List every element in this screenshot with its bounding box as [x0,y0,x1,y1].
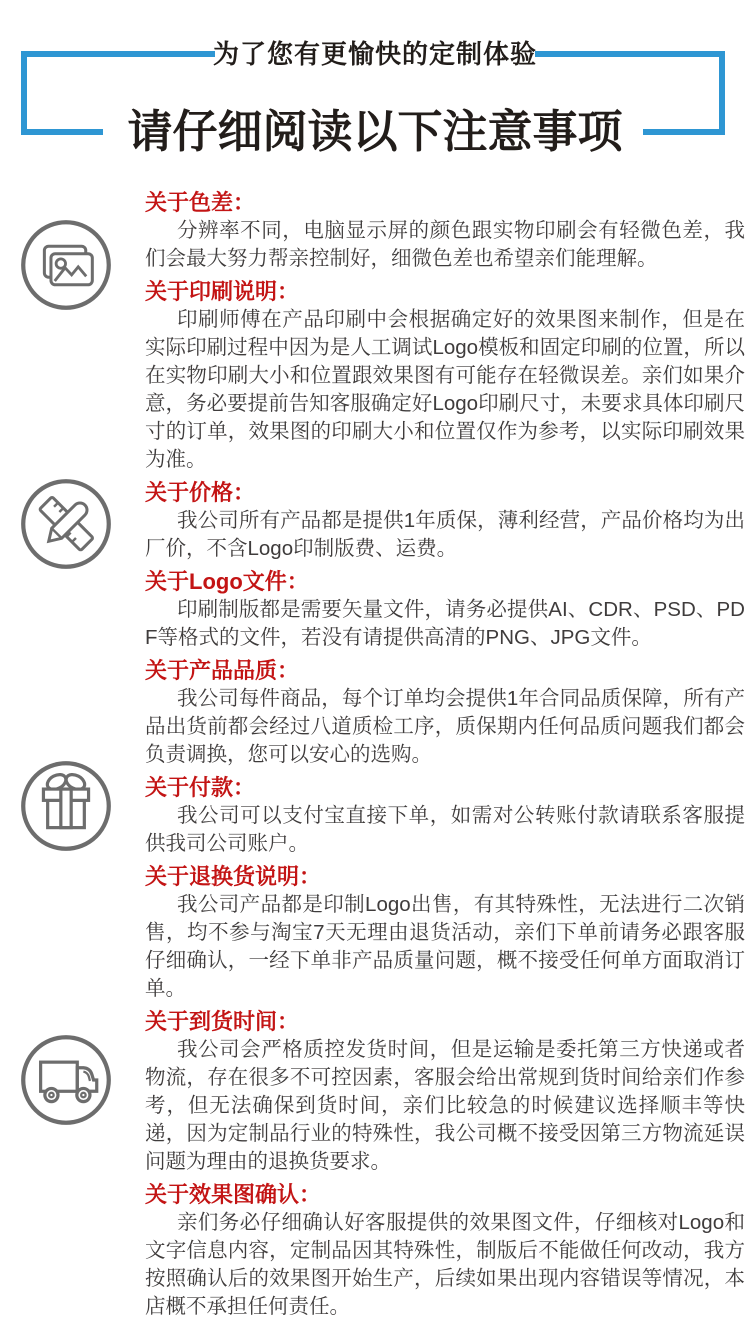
section-body: 我公司可以支付宝直接下单，如需对公转账付款请联系客服提供我司公司账户。 [145,804,745,855]
notice-section-returns [145,862,745,1003]
notice-section-proof-confirmation [145,1180,745,1321]
section-heading: 关于Logo文件： [145,569,309,594]
notice-list [145,184,745,1321]
header-subtitle: 为了您有更愉快的定制体验 [212,39,537,69]
section-body: 印刷师傅在产品印刷中会根据确定好的效果图来制作，但是在实际印刷过程中因为是人工调试Logo模板和固定印刷的位置，所以在实物印刷大小和位置跟效果图有可能存在轻微误差。亲们如果介意，务必要提前告知客服确定好Logo印刷尺寸，未要求具体印刷尺寸的订单，效果图的印刷大小和位置仅作为参考，以实际印刷效果为准。 [145,308,745,471]
section-heading: 关于产品品质： [145,658,300,683]
section-body: 亲们务必仔细确认好客服提供的效果图文件，仔细核对Logo和文字信息内容，定制品因其特殊性，制版后不能做任何改动，我方按照确认后的效果图开始生产，后续如果出现内容错误等情况，本店概不承担任何责任。 [145,1211,745,1318]
notice-section-printing [145,277,745,474]
section-body: 我公司会严格质控发货时间，但是运输是委托第三方快递或者物流，存在很多不可控因素，客服会给出常规到货时间给亲们作参考，但无法确保到货时间，亲们比较急的时候建议选择顺丰等快递，因为定制品行业的特殊性，我公司概不接受因第三方物流延误问题为理由的退换货要求。 [145,1038,745,1173]
notice-section-price [145,478,745,563]
gift-icon [19,759,113,853]
notice-section-quality [145,656,745,769]
section-body: 我公司所有产品都是提供1年质保，薄利经营，产品价格均为出厂价，不含Logo印制版费、运费。 [145,509,745,560]
page-title: 请仔细阅读以下注意事项 [127,106,623,157]
photo-icon [19,218,113,312]
section-heading: 关于色差： [145,190,256,215]
section-heading: 关于退换货说明： [145,864,322,889]
section-heading: 关于效果图确认： [145,1182,322,1207]
section-heading: 关于价格： [145,480,256,505]
section-heading: 关于付款： [145,775,256,800]
section-body: 我公司产品都是印制Logo出售，有其特殊性，无法进行二次销售，均不参与淘宝7天无理由退货活动，亲们下单前请务必跟客服仔细确认，一经下单非产品质量问题，概不接受任何单方面取消订单。 [145,893,745,1000]
section-body: 印刷制版都是需要矢量文件，请务必提供AI、CDR、PSD、PDF等格式的文件，若没有请提供高清的PNG、JPG文件。 [145,598,745,649]
section-heading: 关于印刷说明： [145,279,300,304]
notice-section-payment [145,773,745,858]
notice-section-delivery-time [145,1007,745,1176]
notice-section-color-difference [145,188,745,273]
section-heading: 关于到货时间： [145,1009,300,1034]
truck-icon [19,1033,113,1127]
notice-section-logo-file [145,567,745,652]
section-body: 分辨率不同，电脑显示屏的颜色跟实物印刷会有轻微色差，我们会最大努力帮亲控制好，细微色差也希望亲们能理解。 [145,219,745,270]
section-body: 我公司每件商品，每个订单均会提供1年合同品质保障，所有产品出货前都会经过八道质检工序，质保期内任何品质问题我们都会负责调换，您可以安心的选购。 [145,687,745,766]
ruler-pen-icon [19,477,113,571]
